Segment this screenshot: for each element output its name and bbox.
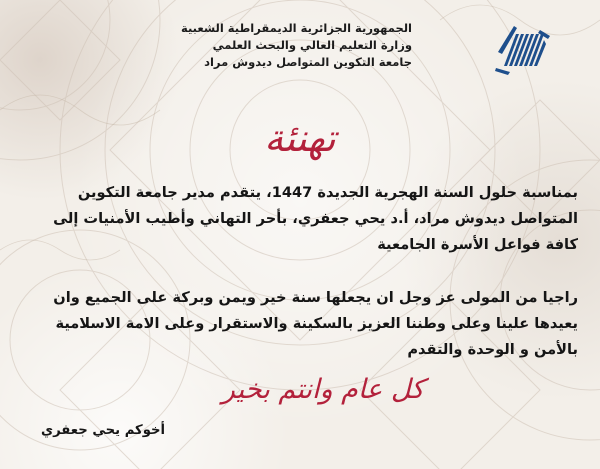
- header-university: جامعة التكوين المتواصل ديدوش مراد: [204, 55, 412, 69]
- greeting-title-text: تهنئة: [264, 116, 336, 160]
- wish-calligraphy: [208, 360, 438, 418]
- paragraph-line: يعيدها علينا وعلى وطننا العزيز بالسكينة والاستقرار وعلى الامة الاسلامية: [55, 315, 578, 332]
- paragraph-line: بالأمن و الوحدة والتقدم: [407, 341, 578, 358]
- university-logo-icon: [492, 22, 552, 78]
- paragraph-line: كافة فواعل الأسرة الجامعية: [377, 236, 578, 253]
- wish-text: كل عام وانتم بخير: [221, 374, 425, 405]
- paragraph-line: المتواصل ديدوش مراد، أ.د يحي جعفري، بأحر التهاني وأطيب الأمنيات إلى: [53, 210, 578, 227]
- congratulation-paragraph: [22, 180, 578, 258]
- signature: أخوكم يحي جعفري: [41, 423, 166, 438]
- paragraph-line: راجيا من المولى عز وجل ان يجعلها سنة خير ويمن وبركة على الجميع وان: [53, 289, 578, 306]
- header-ministry: وزارة التعليم العالي والبحث العلمي: [212, 38, 412, 52]
- paragraph-line: بمناسبة حلول السنة الهجرية الجديدة 1447، يتقدم مدير جامعة التكوين: [77, 184, 578, 201]
- greeting-title: [230, 103, 370, 173]
- institution-header: [112, 20, 412, 71]
- wishes-paragraph: [22, 285, 578, 363]
- header-republic: الجمهورية الجزائرية الديمقراطية الشعبية: [180, 21, 412, 35]
